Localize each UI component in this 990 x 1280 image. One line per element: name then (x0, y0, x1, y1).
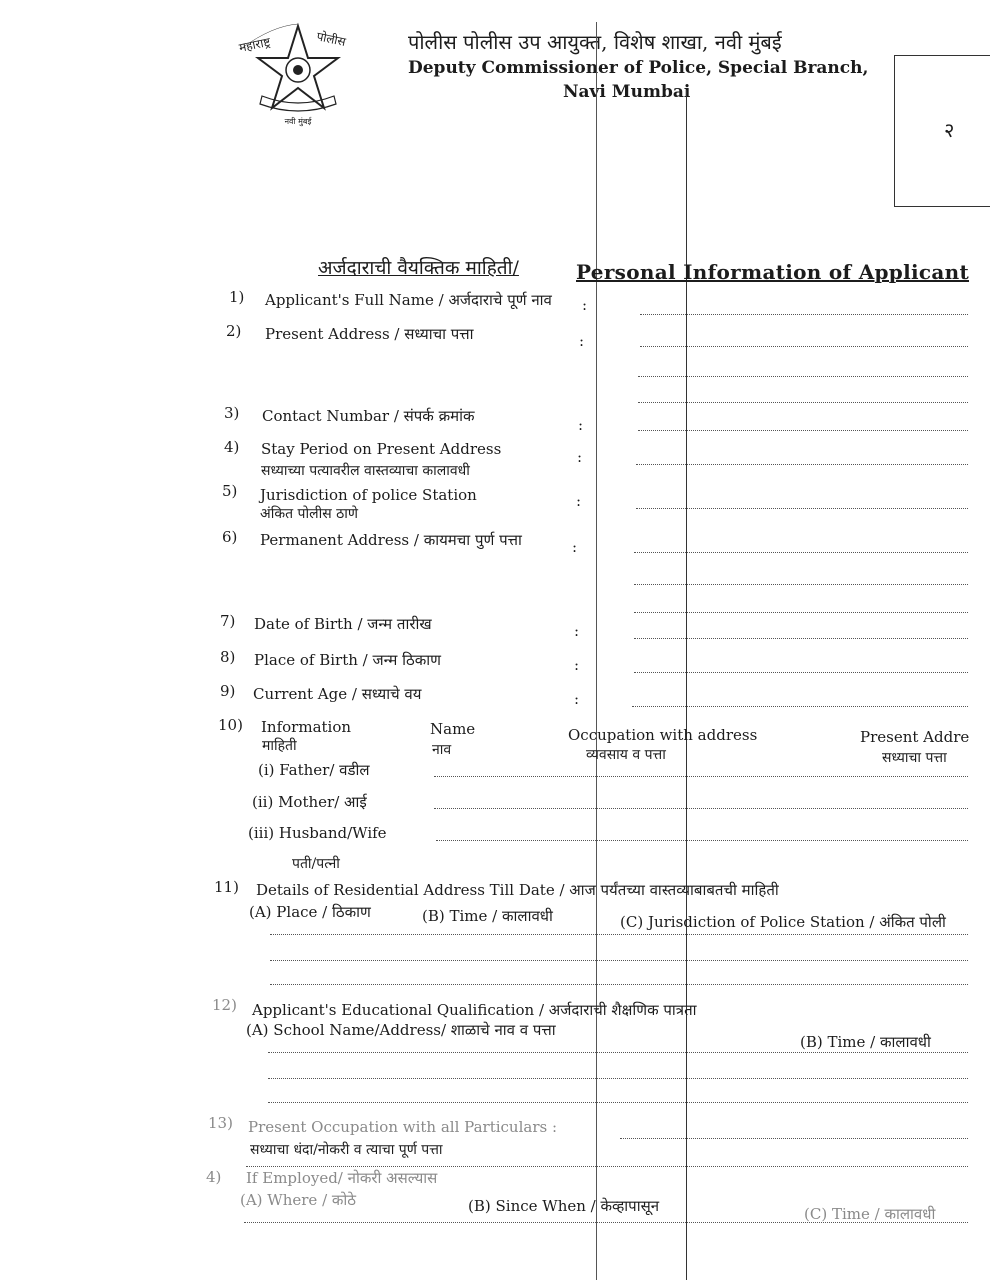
emblem-top-text-right: पोलीस (315, 29, 347, 50)
item-6-label: Permanent Address / कायमचा पुर्ण पत्ता (260, 531, 522, 549)
item-14-since-when: (B) Since When / केव्हापासून (468, 1197, 660, 1215)
item-12-field-1[interactable] (268, 1052, 968, 1053)
section-title-marathi: अर्जदाराची वैयक्तिक माहिती/ (318, 257, 519, 279)
section-title-english: Personal Information of Applicant (576, 260, 970, 284)
item-11-time: (B) Time / कालावधी (422, 907, 553, 925)
item-6-field-1[interactable] (634, 552, 968, 553)
item-7-colon: : (574, 622, 580, 640)
item-8-label: Place of Birth / जन्म ठिकाण (254, 651, 441, 669)
header-title-english-1: Deputy Commissioner of Police, Special Branch, (408, 58, 869, 78)
item-14-time: (C) Time / कालावधी (804, 1205, 936, 1223)
item-14-field[interactable] (244, 1222, 968, 1223)
item-7-num: 7) (220, 612, 236, 630)
item-3-field[interactable] (638, 430, 968, 431)
item-5-label-2: अंकित पोलीस ठाणे (260, 506, 358, 522)
item-10-col-name: Name (430, 720, 476, 738)
page-number: २ (944, 118, 955, 142)
item-10-mother-field[interactable] (434, 808, 968, 809)
item-4-field[interactable] (636, 464, 968, 465)
photo-box (894, 55, 990, 207)
item-12-field-3[interactable] (268, 1102, 968, 1103)
item-11-field-1[interactable] (270, 934, 968, 935)
item-11-num: 11) (214, 878, 239, 896)
item-6-colon: : (572, 538, 578, 556)
item-2-label: Present Address / सध्याचा पत्ता (265, 325, 474, 343)
item-2-field-3[interactable] (638, 402, 968, 403)
item-13-label-2: सध्याचा धंदा/नोकरी व त्याचा पूर्ण पत्ता (250, 1142, 443, 1158)
item-10-col-info-mr: माहिती (262, 738, 297, 754)
scan-line-1 (596, 22, 597, 1280)
item-5-colon: : (576, 492, 582, 510)
item-14-label: If Employed/ नोकरी असल्यास (246, 1169, 438, 1187)
item-3-num: 3) (224, 404, 240, 422)
item-12-school: (A) School Name/Address/ शाळाचे नाव व पत्ता (246, 1021, 556, 1039)
item-7-label: Date of Birth / जन्म तारीख (254, 615, 432, 633)
item-11-field-2[interactable] (270, 960, 968, 961)
item-11-place: (A) Place / ठिकाण (249, 903, 371, 921)
item-9-label: Current Age / सध्याचे वय (253, 685, 422, 703)
item-8-field[interactable] (634, 672, 968, 673)
item-12-field-2[interactable] (268, 1078, 968, 1079)
item-13-field-2[interactable] (246, 1166, 968, 1167)
item-1-colon: : (582, 296, 588, 314)
item-9-field[interactable] (632, 706, 968, 707)
item-12-label: Applicant's Educational Qualification / अर्जदाराची शैक्षणिक पात्रता (252, 1001, 697, 1019)
item-2-field-1[interactable] (640, 346, 968, 347)
item-14-num: 4) (206, 1168, 222, 1186)
item-8-colon: : (574, 656, 580, 674)
item-10-row-father: (i) Father/ वडील (258, 761, 370, 779)
item-13-label: Present Occupation with all Particulars : (248, 1118, 558, 1136)
item-10-col-present-address: Present Addre (860, 728, 970, 746)
item-4-colon: : (577, 448, 583, 466)
item-10-col-occupation-mr: व्यवसाय व पत्ता (586, 747, 666, 763)
item-9-num: 9) (220, 682, 236, 700)
item-11-field-3[interactable] (270, 984, 968, 985)
item-12-time: (B) Time / कालावधी (800, 1033, 931, 1051)
item-2-field-2[interactable] (638, 376, 968, 377)
item-1-field[interactable] (640, 314, 968, 315)
item-4-label-2: सध्याच्या पत्यावरील वास्तव्याचा कालावधी (261, 463, 470, 479)
emblem-top-text-left: महाराष्ट्र (237, 34, 272, 55)
item-1-label: Applicant's Full Name / अर्जदाराचे पूर्ण नाव (265, 291, 552, 309)
item-10-col-present-address-mr: सध्याचा पत्ता (882, 750, 947, 766)
item-8-num: 8) (220, 648, 236, 666)
item-10-row-mother: (ii) Mother/ आई (252, 793, 367, 811)
header-title-english-2: Navi Mumbai (563, 82, 691, 102)
item-4-label: Stay Period on Present Address (261, 440, 502, 458)
item-4-num: 4) (224, 438, 240, 456)
item-9-colon: : (574, 690, 580, 708)
item-10-spouse-field[interactable] (436, 840, 968, 841)
item-1-num: 1) (229, 288, 245, 306)
header-title-marathi: पोलीस पोलीस उप आयुक्त, विशेष शाखा, नवी मुंबई (408, 30, 782, 54)
item-7-field[interactable] (634, 638, 968, 639)
item-6-field-3[interactable] (634, 612, 968, 613)
item-13-num: 13) (208, 1114, 233, 1132)
item-10-col-info: Information (261, 718, 352, 736)
item-5-label: Jurisdiction of police Station (260, 486, 477, 504)
item-10-num: 10) (218, 716, 243, 734)
emblem-bottom-text: नवी मुंबई (284, 117, 312, 126)
item-12-num: 12) (212, 996, 237, 1014)
item-10-col-name-mr: नाव (432, 742, 452, 758)
police-emblem (232, 18, 364, 128)
item-5-num: 5) (222, 482, 238, 500)
item-10-col-occupation: Occupation with address (568, 726, 758, 744)
item-10-father-field[interactable] (434, 776, 968, 777)
item-5-field[interactable] (636, 508, 968, 509)
item-2-num: 2) (226, 322, 242, 340)
item-10-row-spouse-mr: पती/पत्नी (292, 856, 340, 872)
item-6-num: 6) (222, 528, 238, 546)
item-11-label: Details of Residential Address Till Date / आज पर्यंतच्या वास्तव्याबाबतची माहिती (256, 881, 779, 899)
item-11-jurisdiction: (C) Jurisdiction of Police Station / अंकित पोली (620, 913, 946, 931)
item-13-field-1[interactable] (620, 1138, 968, 1139)
item-3-colon: : (578, 416, 584, 434)
item-3-label: Contact Numbar / संपर्क क्रमांक (262, 407, 475, 425)
item-6-field-2[interactable] (634, 584, 968, 585)
item-2-colon: : (579, 332, 585, 350)
item-14-where: (A) Where / कोठे (240, 1191, 357, 1209)
item-10-row-spouse: (iii) Husband/Wife (248, 824, 387, 842)
